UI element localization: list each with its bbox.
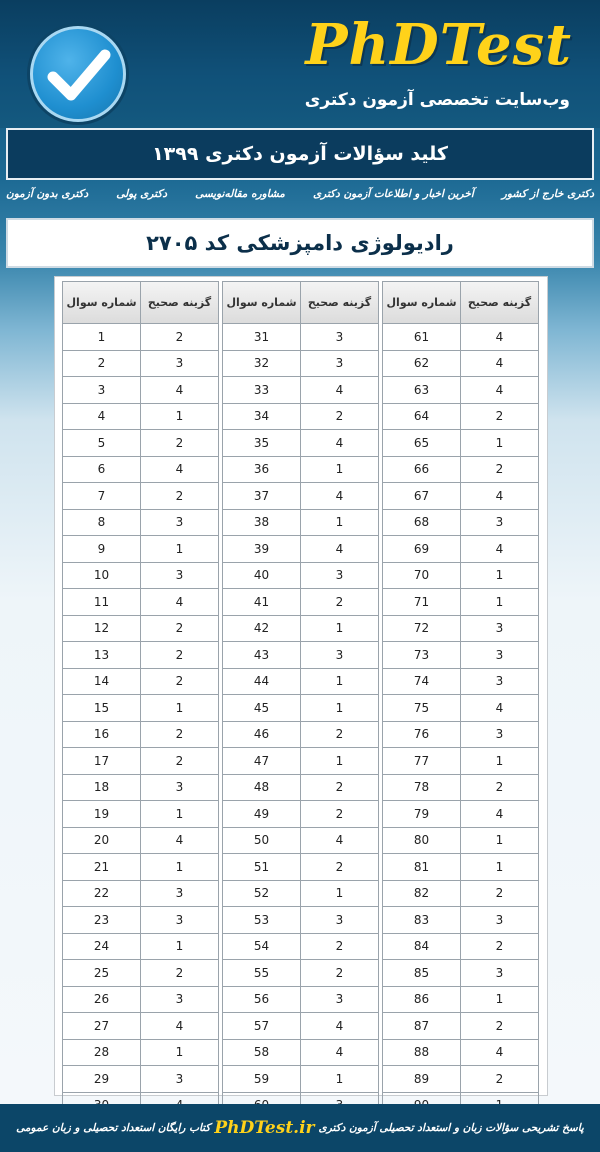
question-number-cell: 74 xyxy=(382,668,461,696)
table-row xyxy=(382,827,540,854)
question-number-cell: 50 xyxy=(222,827,301,855)
question-number-cell: 73 xyxy=(382,641,461,669)
question-number-cell: 71 xyxy=(382,588,461,616)
table-row xyxy=(222,350,380,377)
table-row xyxy=(62,588,220,615)
question-number-cell: 16 xyxy=(62,721,141,749)
correct-option-cell: 4 xyxy=(460,376,539,404)
table-row xyxy=(222,376,380,403)
correct-option-cell: 1 xyxy=(140,933,219,961)
table-row xyxy=(382,880,540,907)
header-correct-option: گزینه صحیح xyxy=(300,281,379,324)
answer-key-table xyxy=(54,276,548,1096)
table-row xyxy=(222,694,380,721)
correct-option-cell: 2 xyxy=(460,774,539,802)
question-number-cell: 15 xyxy=(62,694,141,722)
correct-option-cell: 3 xyxy=(460,668,539,696)
correct-option-cell: 2 xyxy=(460,880,539,908)
table-row xyxy=(222,853,380,880)
correct-option-cell: 2 xyxy=(460,933,539,961)
question-number-cell: 26 xyxy=(62,986,141,1014)
question-number-cell: 7 xyxy=(62,482,141,510)
table-row xyxy=(382,747,540,774)
table-row xyxy=(382,403,540,430)
question-number-cell: 28 xyxy=(62,1039,141,1067)
question-number-cell: 67 xyxy=(382,482,461,510)
correct-option-cell: 1 xyxy=(140,853,219,881)
correct-option-cell: 2 xyxy=(460,1065,539,1093)
table-row xyxy=(382,509,540,536)
question-number-cell: 76 xyxy=(382,721,461,749)
question-number-cell: 61 xyxy=(382,323,461,351)
table-row xyxy=(382,800,540,827)
brand-logo[interactable]: PhDTest xyxy=(305,12,572,78)
table-row xyxy=(62,456,220,483)
table-row xyxy=(222,1039,380,1066)
correct-option-cell: 2 xyxy=(300,800,379,828)
correct-option-cell: 3 xyxy=(460,721,539,749)
table-row xyxy=(382,721,540,748)
correct-option-cell: 4 xyxy=(300,1039,379,1067)
table-row xyxy=(382,562,540,589)
table-row xyxy=(222,1065,380,1092)
correct-option-cell: 1 xyxy=(300,747,379,775)
correct-option-cell: 2 xyxy=(140,721,219,749)
correct-option-cell: 2 xyxy=(140,323,219,351)
table-row xyxy=(62,747,220,774)
table-row xyxy=(382,668,540,695)
table-row xyxy=(222,641,380,668)
question-number-cell: 25 xyxy=(62,959,141,987)
nav-item-paid[interactable]: دکتری پولی xyxy=(116,188,168,200)
correct-option-cell: 2 xyxy=(140,429,219,457)
table-row xyxy=(62,482,220,509)
table-row xyxy=(222,509,380,536)
table-row xyxy=(222,615,380,642)
correct-option-cell: 1 xyxy=(460,747,539,775)
correct-option-cell: 2 xyxy=(460,403,539,431)
correct-option-cell: 1 xyxy=(460,588,539,616)
question-number-cell: 33 xyxy=(222,376,301,404)
question-number-cell: 31 xyxy=(222,323,301,351)
question-number-cell: 49 xyxy=(222,800,301,828)
answer-block xyxy=(62,281,220,1118)
correct-option-cell: 2 xyxy=(140,615,219,643)
correct-option-cell: 4 xyxy=(300,1012,379,1040)
correct-option-cell: 1 xyxy=(140,535,219,563)
correct-option-cell: 4 xyxy=(300,376,379,404)
correct-option-cell: 2 xyxy=(140,641,219,669)
table-row xyxy=(62,668,220,695)
footer-brand[interactable]: PhDTest.ir xyxy=(214,1118,315,1138)
table-row xyxy=(62,800,220,827)
question-number-cell: 82 xyxy=(382,880,461,908)
table-row xyxy=(222,588,380,615)
table-row xyxy=(382,1039,540,1066)
question-number-cell: 40 xyxy=(222,562,301,590)
correct-option-cell: 2 xyxy=(460,1012,539,1040)
correct-option-cell: 1 xyxy=(140,694,219,722)
question-number-cell: 70 xyxy=(382,562,461,590)
correct-option-cell: 1 xyxy=(460,562,539,590)
table-row xyxy=(382,1065,540,1092)
question-number-cell: 85 xyxy=(382,959,461,987)
question-number-cell: 18 xyxy=(62,774,141,802)
correct-option-cell: 1 xyxy=(300,668,379,696)
question-number-cell: 54 xyxy=(222,933,301,961)
correct-option-cell: 1 xyxy=(300,880,379,908)
table-row xyxy=(382,774,540,801)
question-number-cell: 24 xyxy=(62,933,141,961)
table-header-row xyxy=(222,281,380,323)
table-row xyxy=(62,615,220,642)
table-row xyxy=(62,1039,220,1066)
check-icon xyxy=(47,45,111,105)
question-number-cell: 57 xyxy=(222,1012,301,1040)
question-number-cell: 55 xyxy=(222,959,301,987)
table-row xyxy=(382,853,540,880)
page-title-bar xyxy=(6,128,594,180)
correct-option-cell: 1 xyxy=(460,429,539,457)
table-row xyxy=(62,986,220,1013)
table-row xyxy=(62,562,220,589)
table-row xyxy=(62,323,220,350)
correct-option-cell: 4 xyxy=(140,827,219,855)
table-row xyxy=(222,747,380,774)
question-number-cell: 87 xyxy=(382,1012,461,1040)
question-number-cell: 80 xyxy=(382,827,461,855)
question-number-cell: 22 xyxy=(62,880,141,908)
correct-option-cell: 2 xyxy=(140,959,219,987)
correct-option-cell: 3 xyxy=(140,509,219,537)
question-number-cell: 36 xyxy=(222,456,301,484)
correct-option-cell: 3 xyxy=(300,906,379,934)
brand-subtitle: وب‌سایت تخصصی آزمون دکتری xyxy=(304,90,570,110)
question-number-cell: 8 xyxy=(62,509,141,537)
table-row xyxy=(62,880,220,907)
table-row xyxy=(382,1012,540,1039)
question-number-cell: 34 xyxy=(222,403,301,431)
correct-option-cell: 4 xyxy=(140,376,219,404)
correct-option-cell: 2 xyxy=(140,482,219,510)
page-title: کلید سؤالات آزمون دکتری ۱۳۹۹ xyxy=(152,143,448,165)
table-row xyxy=(222,482,380,509)
table-row xyxy=(62,376,220,403)
correct-option-cell: 4 xyxy=(300,827,379,855)
footer-left-link[interactable]: پاسخ تشریحی سؤالات زبان و استعداد تحصیلی آزمون دکتری xyxy=(318,1122,584,1134)
question-number-cell: 44 xyxy=(222,668,301,696)
question-number-cell: 69 xyxy=(382,535,461,563)
correct-option-cell: 4 xyxy=(140,456,219,484)
table-row xyxy=(382,456,540,483)
correct-option-cell: 1 xyxy=(140,403,219,431)
correct-option-cell: 2 xyxy=(300,403,379,431)
question-number-cell: 66 xyxy=(382,456,461,484)
question-number-cell: 86 xyxy=(382,986,461,1014)
table-row xyxy=(62,959,220,986)
table-row xyxy=(62,694,220,721)
question-number-cell: 37 xyxy=(222,482,301,510)
header xyxy=(0,0,600,128)
question-number-cell: 43 xyxy=(222,641,301,669)
table-row xyxy=(382,906,540,933)
correct-option-cell: 3 xyxy=(140,880,219,908)
correct-option-cell: 2 xyxy=(300,774,379,802)
correct-option-cell: 4 xyxy=(460,535,539,563)
correct-option-cell: 3 xyxy=(140,350,219,378)
question-number-cell: 81 xyxy=(382,853,461,881)
table-row xyxy=(222,827,380,854)
answer-block xyxy=(382,281,540,1118)
table-row xyxy=(222,986,380,1013)
correct-option-cell: 4 xyxy=(460,694,539,722)
logo-badge xyxy=(30,26,126,122)
table-row xyxy=(62,827,220,854)
header-question-number: شماره سوال xyxy=(62,281,141,324)
table-row xyxy=(222,535,380,562)
correct-option-cell: 4 xyxy=(460,482,539,510)
header-question-number: شماره سوال xyxy=(382,281,461,324)
question-number-cell: 84 xyxy=(382,933,461,961)
correct-option-cell: 1 xyxy=(300,1065,379,1093)
correct-option-cell: 1 xyxy=(140,800,219,828)
question-number-cell: 47 xyxy=(222,747,301,775)
correct-option-cell: 3 xyxy=(460,906,539,934)
question-number-cell: 1 xyxy=(62,323,141,351)
correct-option-cell: 2 xyxy=(460,456,539,484)
question-number-cell: 39 xyxy=(222,535,301,563)
table-row xyxy=(382,429,540,456)
question-number-cell: 20 xyxy=(62,827,141,855)
question-number-cell: 14 xyxy=(62,668,141,696)
table-row xyxy=(222,800,380,827)
table-row xyxy=(62,721,220,748)
table-row xyxy=(382,986,540,1013)
question-number-cell: 3 xyxy=(62,376,141,404)
question-number-cell: 51 xyxy=(222,853,301,881)
question-number-cell: 41 xyxy=(222,588,301,616)
question-number-cell: 46 xyxy=(222,721,301,749)
question-number-cell: 52 xyxy=(222,880,301,908)
question-number-cell: 11 xyxy=(62,588,141,616)
question-number-cell: 5 xyxy=(62,429,141,457)
question-number-cell: 75 xyxy=(382,694,461,722)
question-number-cell: 17 xyxy=(62,747,141,775)
question-number-cell: 6 xyxy=(62,456,141,484)
table-row xyxy=(222,429,380,456)
correct-option-cell: 1 xyxy=(300,509,379,537)
table-row xyxy=(222,774,380,801)
correct-option-cell: 2 xyxy=(300,933,379,961)
correct-option-cell: 3 xyxy=(460,641,539,669)
table-header-row xyxy=(62,281,220,323)
correct-option-cell: 2 xyxy=(140,668,219,696)
question-number-cell: 78 xyxy=(382,774,461,802)
correct-option-cell: 3 xyxy=(300,986,379,1014)
correct-option-cell: 4 xyxy=(460,1039,539,1067)
question-number-cell: 65 xyxy=(382,429,461,457)
table-row xyxy=(62,509,220,536)
question-number-cell: 64 xyxy=(382,403,461,431)
question-number-cell: 32 xyxy=(222,350,301,378)
table-row xyxy=(382,959,540,986)
header-question-number: شماره سوال xyxy=(222,281,301,324)
table-row xyxy=(222,906,380,933)
subject-header xyxy=(6,218,594,268)
question-number-cell: 2 xyxy=(62,350,141,378)
question-number-cell: 62 xyxy=(382,350,461,378)
table-row xyxy=(382,323,540,350)
question-number-cell: 63 xyxy=(382,376,461,404)
correct-option-cell: 1 xyxy=(460,827,539,855)
table-row xyxy=(62,1012,220,1039)
header-correct-option: گزینه صحیح xyxy=(140,281,219,324)
table-row xyxy=(382,615,540,642)
table-row xyxy=(382,535,540,562)
question-number-cell: 35 xyxy=(222,429,301,457)
question-number-cell: 12 xyxy=(62,615,141,643)
table-row xyxy=(62,403,220,430)
table-header-row xyxy=(382,281,540,323)
nav-item-news[interactable]: آخرین اخبار و اطلاعات آزمون دکتری xyxy=(312,188,474,200)
question-number-cell: 45 xyxy=(222,694,301,722)
correct-option-cell: 2 xyxy=(300,721,379,749)
question-number-cell: 29 xyxy=(62,1065,141,1093)
correct-option-cell: 4 xyxy=(460,350,539,378)
question-number-cell: 10 xyxy=(62,562,141,590)
question-number-cell: 68 xyxy=(382,509,461,537)
table-row xyxy=(382,482,540,509)
table-row xyxy=(222,403,380,430)
table-row xyxy=(62,641,220,668)
nav-item-no-exam[interactable]: دکتری بدون آزمون xyxy=(6,188,89,200)
question-number-cell: 89 xyxy=(382,1065,461,1093)
question-number-cell: 79 xyxy=(382,800,461,828)
correct-option-cell: 3 xyxy=(300,562,379,590)
table-row xyxy=(382,694,540,721)
table-row xyxy=(222,456,380,483)
question-number-cell: 4 xyxy=(62,403,141,431)
correct-option-cell: 3 xyxy=(460,509,539,537)
nav-bar xyxy=(0,188,600,212)
question-number-cell: 83 xyxy=(382,906,461,934)
question-number-cell: 13 xyxy=(62,641,141,669)
correct-option-cell: 1 xyxy=(460,986,539,1014)
nav-item-abroad[interactable]: دکتری خارج از کشور xyxy=(501,188,594,200)
table-row xyxy=(382,376,540,403)
question-number-cell: 23 xyxy=(62,906,141,934)
table-row xyxy=(222,668,380,695)
table-row xyxy=(222,933,380,960)
table-row xyxy=(382,588,540,615)
table-row xyxy=(222,959,380,986)
correct-option-cell: 3 xyxy=(140,1065,219,1093)
question-number-cell: 9 xyxy=(62,535,141,563)
correct-option-cell: 2 xyxy=(140,747,219,775)
question-number-cell: 48 xyxy=(222,774,301,802)
correct-option-cell: 3 xyxy=(460,959,539,987)
question-number-cell: 58 xyxy=(222,1039,301,1067)
table-row xyxy=(222,323,380,350)
correct-option-cell: 4 xyxy=(300,482,379,510)
correct-option-cell: 4 xyxy=(460,323,539,351)
correct-option-cell: 3 xyxy=(140,986,219,1014)
table-row xyxy=(62,429,220,456)
question-number-cell: 88 xyxy=(382,1039,461,1067)
correct-option-cell: 3 xyxy=(300,641,379,669)
question-number-cell: 42 xyxy=(222,615,301,643)
footer xyxy=(0,1104,600,1152)
table-row xyxy=(62,774,220,801)
table-row xyxy=(382,350,540,377)
nav-item-paper-consult[interactable]: مشاوره مقاله‌نویسی xyxy=(195,188,285,200)
correct-option-cell: 4 xyxy=(460,800,539,828)
question-number-cell: 56 xyxy=(222,986,301,1014)
table-row xyxy=(62,853,220,880)
table-row xyxy=(62,350,220,377)
footer-right-link[interactable]: کتاب رایگان استعداد تحصیلی و زبان عمومی xyxy=(16,1122,211,1134)
question-number-cell: 72 xyxy=(382,615,461,643)
table-row xyxy=(222,721,380,748)
table-row xyxy=(62,1065,220,1092)
correct-option-cell: 1 xyxy=(300,456,379,484)
table-row xyxy=(222,880,380,907)
question-number-cell: 19 xyxy=(62,800,141,828)
correct-option-cell: 1 xyxy=(140,1039,219,1067)
correct-option-cell: 4 xyxy=(300,535,379,563)
table-row xyxy=(62,933,220,960)
correct-option-cell: 2 xyxy=(300,588,379,616)
correct-option-cell: 3 xyxy=(300,323,379,351)
table-row xyxy=(222,562,380,589)
correct-option-cell: 4 xyxy=(140,1012,219,1040)
correct-option-cell: 1 xyxy=(300,615,379,643)
table-row xyxy=(62,535,220,562)
question-number-cell: 53 xyxy=(222,906,301,934)
correct-option-cell: 1 xyxy=(300,694,379,722)
question-number-cell: 21 xyxy=(62,853,141,881)
correct-option-cell: 4 xyxy=(140,588,219,616)
table-row xyxy=(62,906,220,933)
question-number-cell: 27 xyxy=(62,1012,141,1040)
correct-option-cell: 3 xyxy=(140,562,219,590)
answer-block xyxy=(222,281,380,1118)
correct-option-cell: 4 xyxy=(300,429,379,457)
header-correct-option: گزینه صحیح xyxy=(460,281,539,324)
question-number-cell: 77 xyxy=(382,747,461,775)
correct-option-cell: 1 xyxy=(460,853,539,881)
correct-option-cell: 3 xyxy=(140,906,219,934)
correct-option-cell: 3 xyxy=(460,615,539,643)
table-row xyxy=(382,933,540,960)
table-row xyxy=(222,1012,380,1039)
question-number-cell: 59 xyxy=(222,1065,301,1093)
question-number-cell: 38 xyxy=(222,509,301,537)
table-row xyxy=(382,641,540,668)
correct-option-cell: 2 xyxy=(300,959,379,987)
subject-title: رادیولوژی دامپزشکی کد ۲۷۰۵ xyxy=(146,231,454,255)
correct-option-cell: 3 xyxy=(140,774,219,802)
correct-option-cell: 3 xyxy=(300,350,379,378)
correct-option-cell: 2 xyxy=(300,853,379,881)
